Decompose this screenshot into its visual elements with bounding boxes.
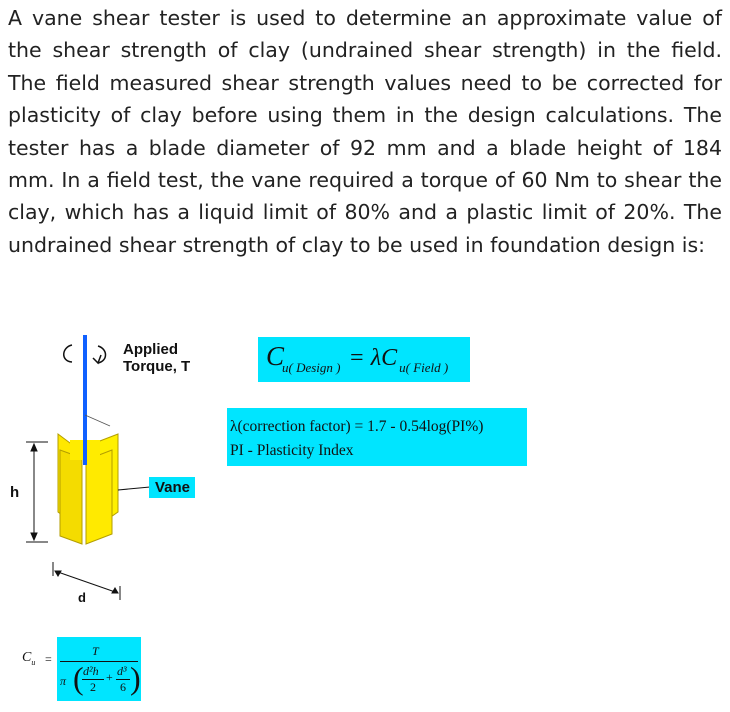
cu-paren-close: ) [130, 660, 141, 696]
question-text: A vane shear tester is used to determine an approximate value of the shear strength of clay (undrained shear strength) in the field. The field measured shear strength values need to be corrected for plasticity of clay before using them in the design calculations. The tester has a blade diameter of 92 mm and a blade height of 184 mm. In a field test, the vane required a torque of 60 Nm to shear the clay, which has a liquid limit of 80% and a plastic limit of 20%. The undrained shear strength of clay to be used in foundation design is: [8, 6, 722, 257]
diameter-dimension [53, 562, 120, 600]
lambda-text [230, 415, 483, 463]
lambda-line-1: λ(correction factor) = 1.7 - 0.54log(PI%) [230, 418, 484, 435]
design-sub-field: u( Field ) [399, 360, 449, 375]
design-sub-design: u( Design ) [282, 360, 341, 375]
vane-label: Vane [155, 479, 191, 496]
cu-term2-den: 6 [120, 680, 126, 694]
cu-pi: π [60, 674, 67, 688]
design-c: C [266, 341, 285, 371]
cu-lhs: $C_u$ [22, 650, 36, 667]
cu-term1-num: d²h [83, 664, 99, 678]
cu-term1-den: 2 [90, 680, 96, 694]
vane-blades [58, 434, 118, 544]
applied-line-2: Torque, T [123, 358, 191, 375]
cu-term2-num: d³ [117, 664, 127, 678]
d-label: d [78, 590, 86, 605]
applied-torque-label [123, 341, 190, 375]
design-equals-lambda: = λC [348, 345, 398, 371]
applied-line-1: Applied [123, 341, 178, 358]
lambda-line-2: PI - Plasticity Index [230, 442, 354, 459]
height-dimension [26, 442, 48, 542]
vane-diagram [0, 330, 230, 620]
h-label: h [10, 484, 20, 501]
cu-formula [18, 644, 148, 704]
cu-plus: + [106, 670, 113, 684]
cu-paren: ( [73, 660, 84, 696]
design-formula [266, 341, 449, 375]
cu-numerator: T [92, 644, 99, 658]
cu-equals: = [45, 652, 52, 666]
cu-main-fraction-bar [60, 661, 138, 662]
